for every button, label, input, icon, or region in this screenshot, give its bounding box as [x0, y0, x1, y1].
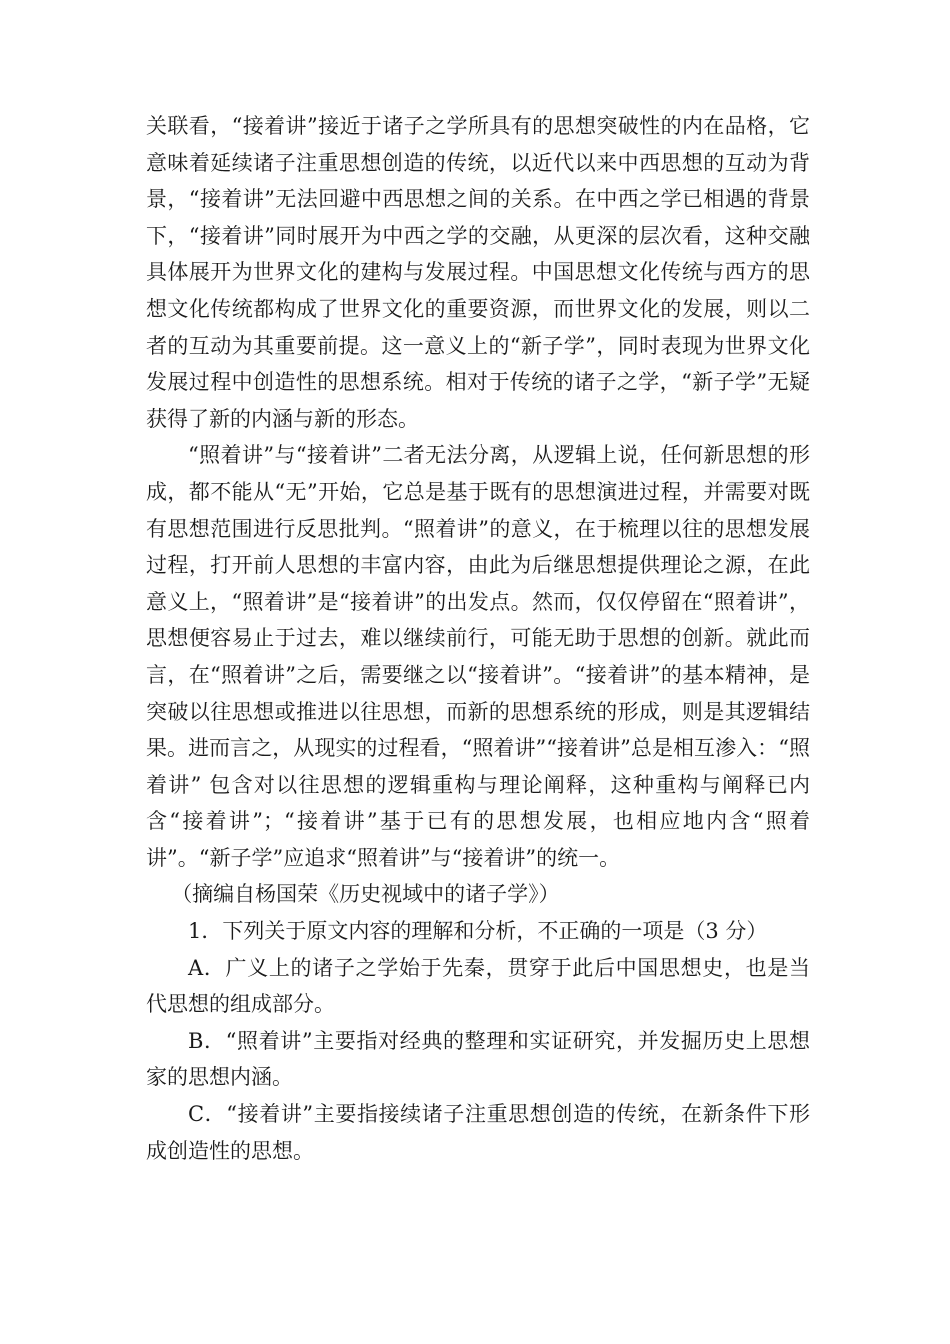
paragraph-continued: 关联看，“接着讲”接近于诸子之学所具有的思想突破性的内在品格，它意味着延续诸子注重思想创造的传统，以近代以来中西思想的互动为背景，“接着讲”无法回避中西思想之间的关系。在中西之学已相遇的背景下，“接着讲”同时展开为中西之学的交融，从更深的层次看，这种交融具体展开为世界文化的建构与发展过程。中国思想文化传统与西方的思想文化传统都构成了世界文化的重要资源，而世界文化的发展，则以二者的互动为其重要前提。这一意义上的“新子学”，同时表现为世界文化发展过程中创造性的思想系统。相对于传统的诸子之学，“新子学”无疑获得了新的内涵与新的形态。	[146, 114, 810, 431]
document-page	[146, 108, 810, 1169]
question-stem: 1．下列关于原文内容的理解和分析，不正确的一项是（3 分）	[188, 919, 768, 944]
paragraph-zhaozhe-jiezhe: “照着讲”与“接着讲”二者无法分离，从逻辑上说，任何新思想的形成，都不能从“无”开始，它总是基于既有的思想演进过程，并需要对既有思想范围进行反思批判。“照着讲”的意义，在于梳理以往的思想发展过程，打开前人思想的丰富内容，由此为后继思想提供理论之源，在此意义上，“照着讲”是“接着讲”的出发点。然而，仅仅停留在“照着讲”，思想便容易止于过去，难以继续前行，可能无助于思想的创新。就此而言，在“照着讲”之后，需要继之以“接着讲”。“接着讲”的基本精神，是突破以往思想或推进以往思想，而新的思想系统的形成，则是其逻辑结果。进而言之，从现实的过程看，“照着讲”“接着讲”总是相互渗入：“照着讲” 包含对以往思想的逻辑重构与理论阐释，这种重构与阐释已内含“接着讲”；“接着讲”基于已有的思想发展，也相应地内含“照着讲”。“新子学”应追求“照着讲”与“接着讲”的统一。	[146, 443, 810, 870]
question-option-c: C．“接着讲”主要指接续诸子注重思想创造的传统，在新条件下形成创造性的思想。	[146, 1102, 810, 1163]
question-option-b: B．“照着讲”主要指对经典的整理和实证研究，并发掘历史上思想家的思想内涵。	[146, 1028, 810, 1090]
question-option-a: A．广义上的诸子之学始于先秦，贯穿于此后中国思想史，也是当代思想的组成部分。	[146, 955, 810, 1017]
source-citation: （摘编自杨国荣《历史视域中的诸子学》）	[171, 882, 560, 907]
